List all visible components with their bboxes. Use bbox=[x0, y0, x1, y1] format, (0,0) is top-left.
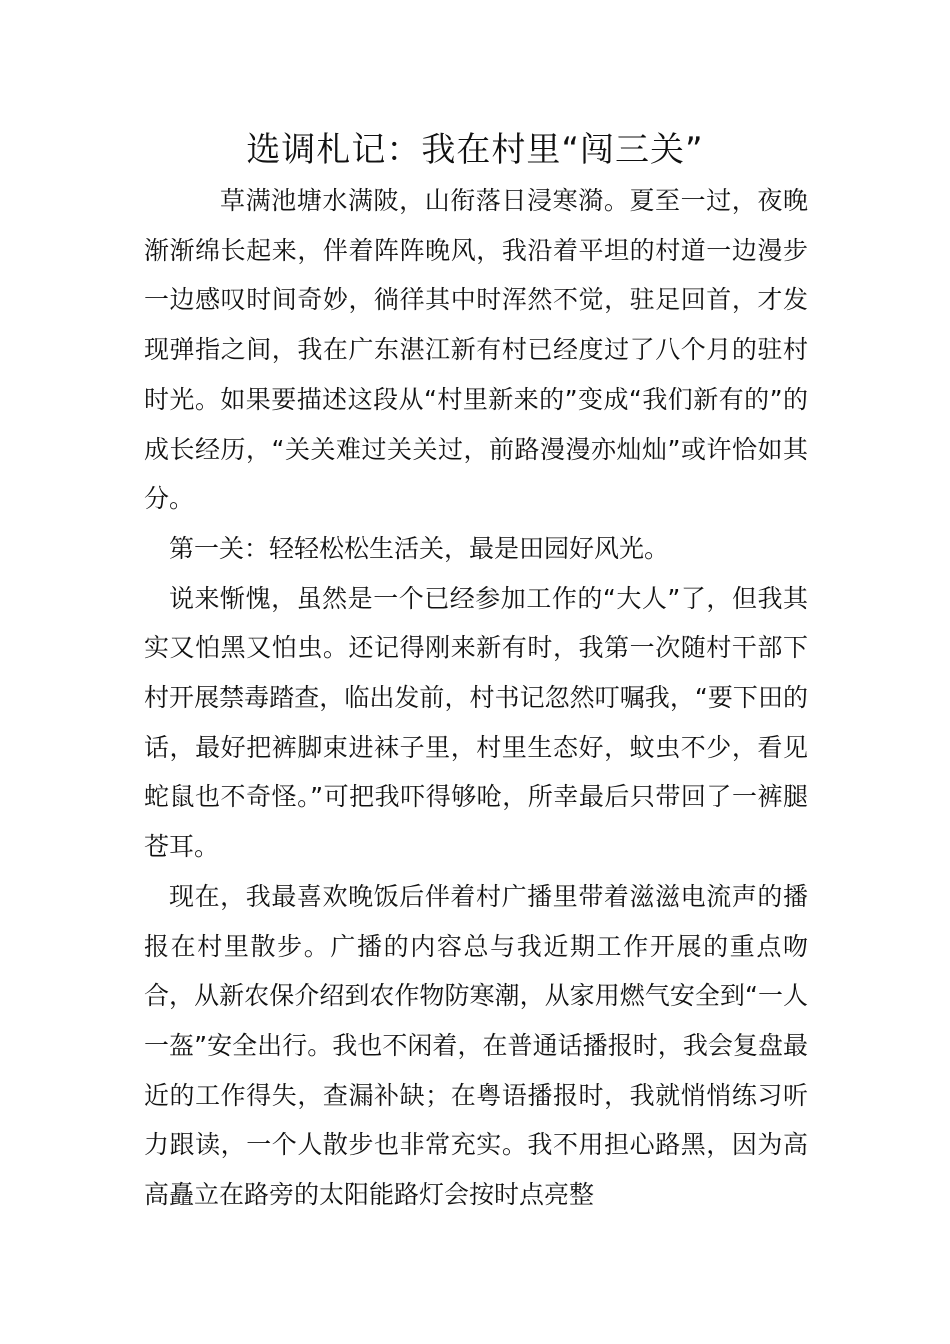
paragraph-intro: 草满池塘水满陂，山衔落日浸寒漪。夏至一过，夜晚渐渐绵长起来，伴着阵阵晚风，我沿着平坦的村道一边漫步一边感叹时间奇妙，徜徉其中时浑然不觉，驻足回首，才发现弹指之间，我在广东湛江新有村已经度过了八个月的驻村时光。如果要描述这段从“村里新来的”变成“我们新有的”的成长经历，“关关难过关关过，前路漫漫亦灿灿”或许恰如其分。 bbox=[144, 186, 808, 514]
article-body bbox=[144, 176, 808, 1220]
section-heading-first-pass: 第一关：轻轻松松生活关，最是田园好风光。 bbox=[169, 533, 670, 563]
paragraph-fear-of-insects: 说来惭愧，虽然是一个已经参加工作的“大人”了，但我其实又怕黑又怕虫。还记得刚来新有时，我第一次随村干部下村开展禁毒踏查，临出发前，村书记忽然叮嘱我，“要下田的话，最好把裤脚束进袜子里，村里生态好，蚊虫不少，看见蛇鼠也不奇怪。”可把我吓得够呛，所幸最后只带回了一裤腿苍耳。 bbox=[144, 583, 808, 862]
page-title: 选调札记：我在村里“闯三关” bbox=[246, 130, 704, 170]
paragraph-evening-walk: 现在，我最喜欢晚饭后伴着村广播里带着滋滋电流声的播报在村里散步。广播的内容总与我近期工作开展的重点吻合，从新农保介绍到农作物防寒潮，从家用燃气安全到“一人一盔”安全出行。我也不闲着，在普通话播报时，我会复盘最近的工作得失，查漏补缺；在粤语播报时，我就悄悄练习听力跟读，一个人散步也非常充实。我不用担心路黑，因为高高矗立在路旁的太阳能路灯会按时点亮整 bbox=[144, 881, 808, 1210]
